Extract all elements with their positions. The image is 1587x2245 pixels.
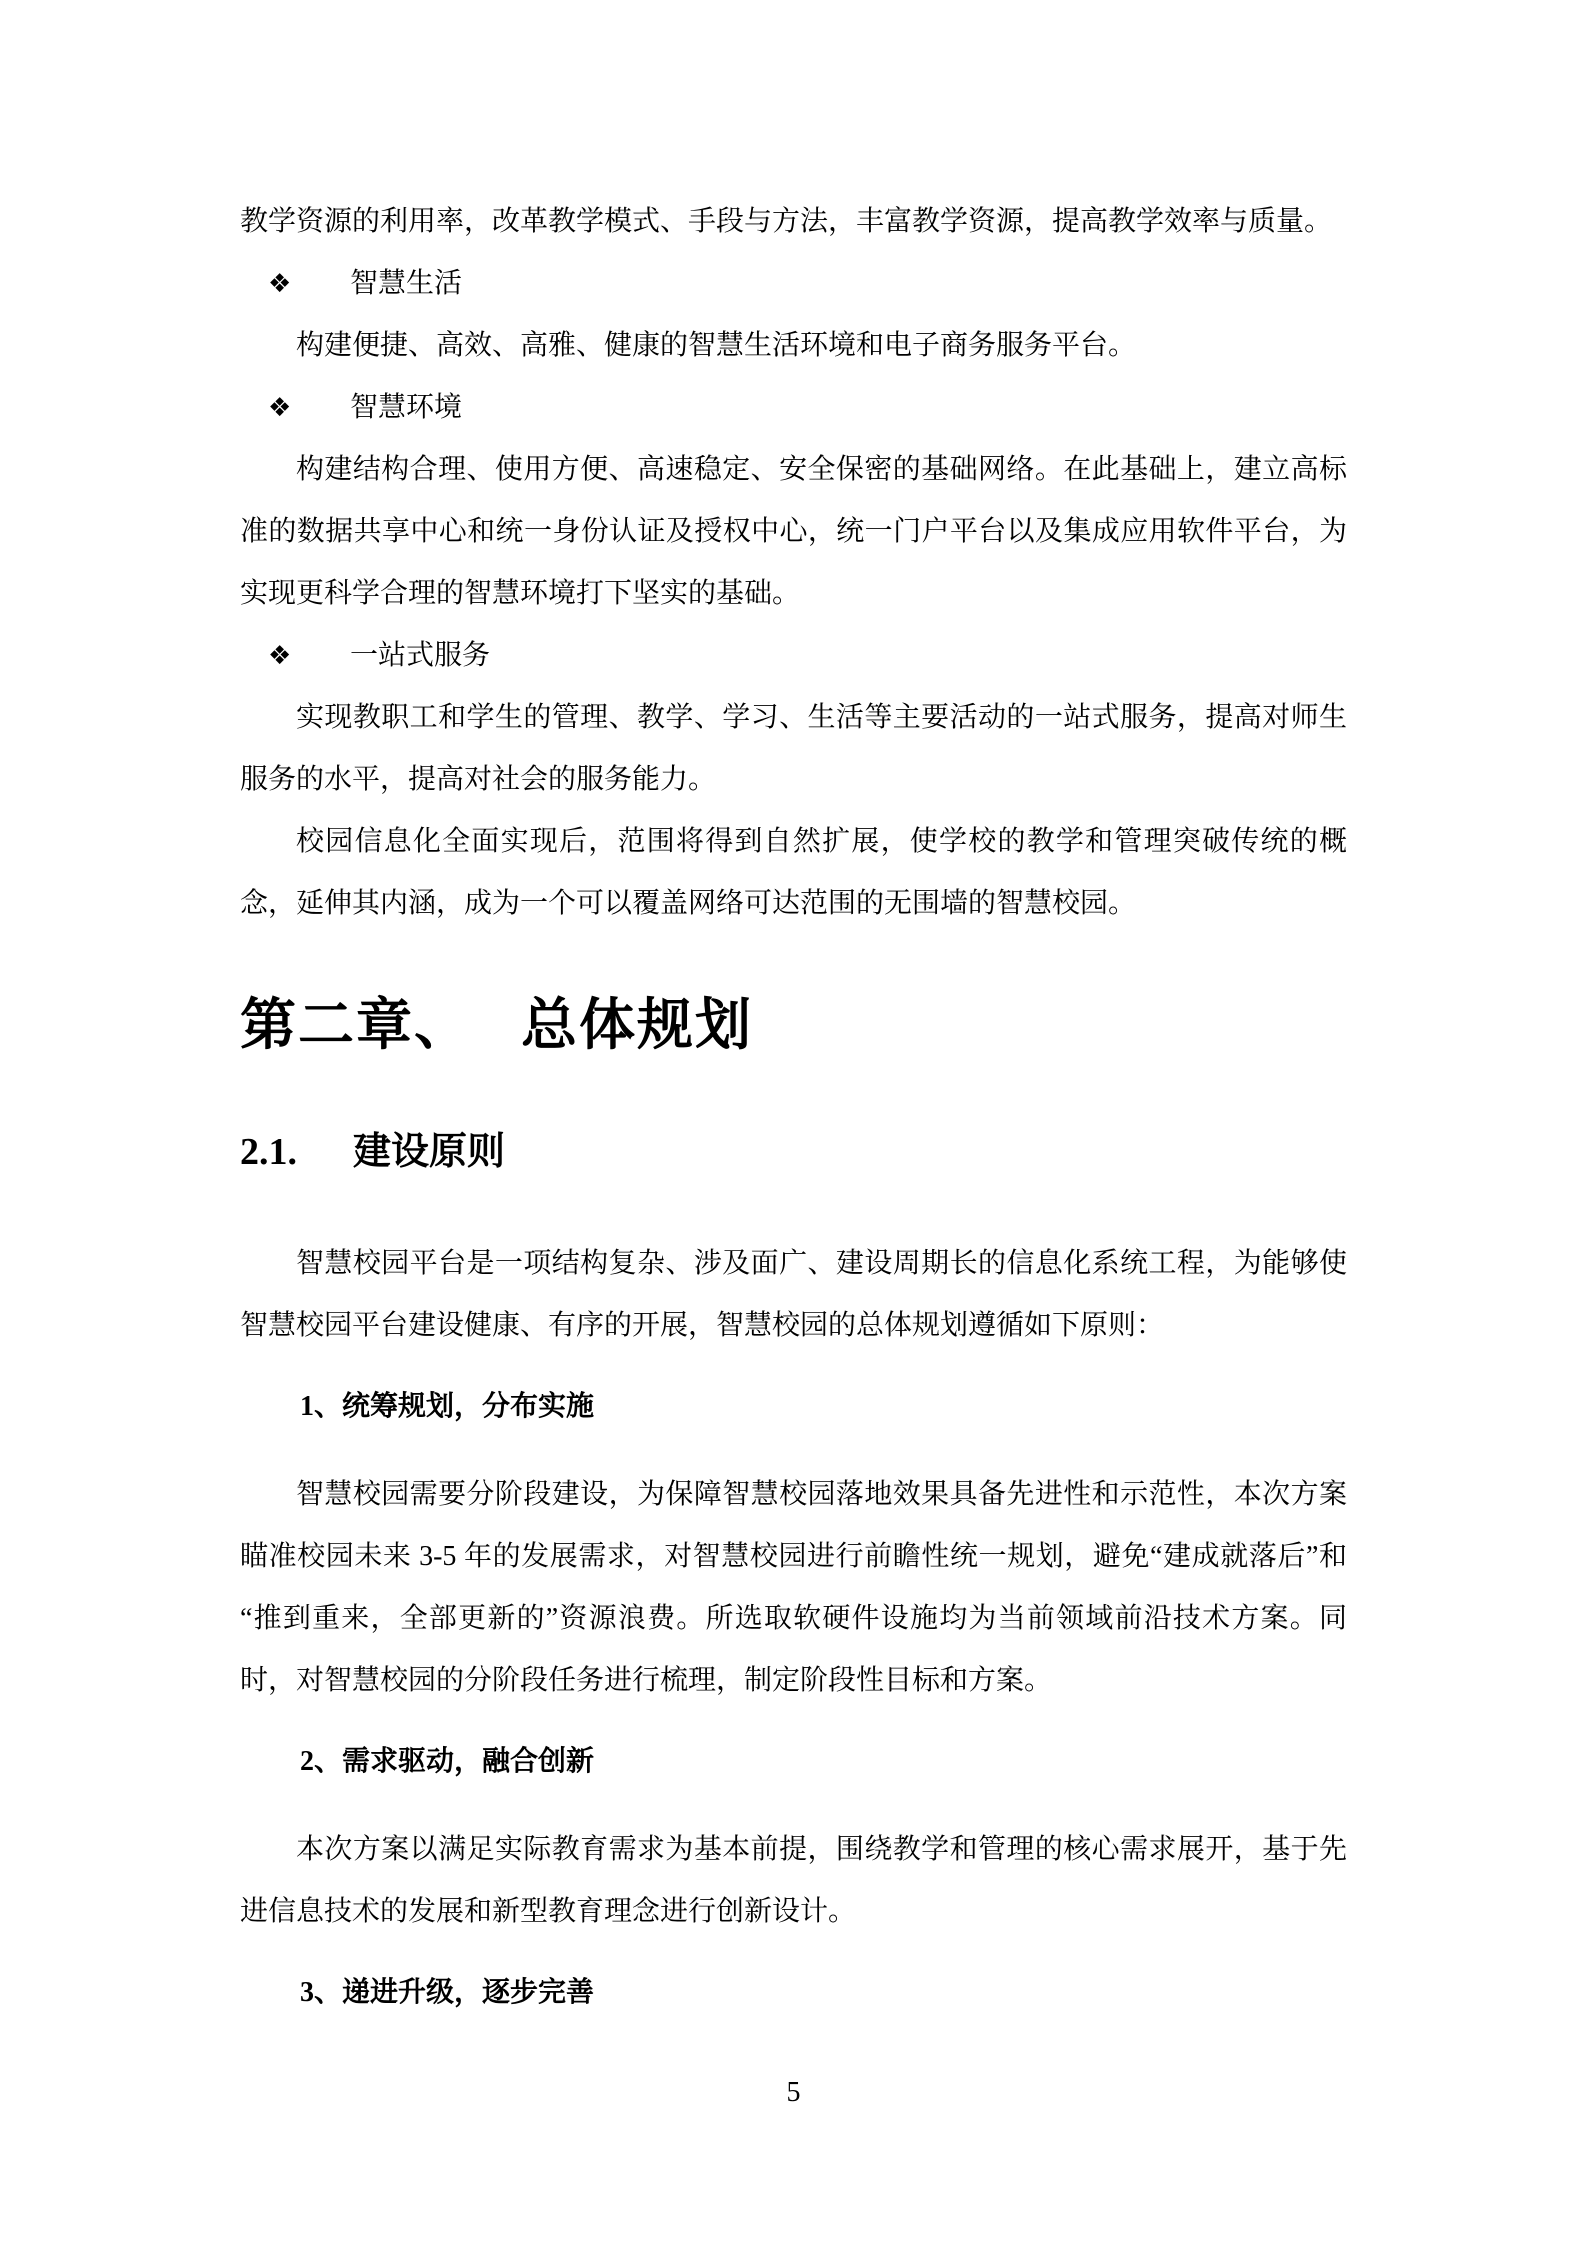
body-paragraph: 校园信息化全面实现后，范围将得到自然扩展，使学校的教学和管理突破传统的概念，延伸其内涵，成为一个可以覆盖网络可达范围的无围墙的智慧校园。 xyxy=(240,826,1347,919)
bullet-list-item xyxy=(240,625,1347,687)
body-paragraph: 本次方案以满足实际教育需求为基本前提，围绕教学和管理的核心需求展开，基于先进信息技术的发展和新型教育理念进行创新设计。 xyxy=(240,1834,1347,1927)
principle-heading: 2、需求驱动，融合创新 xyxy=(300,1746,595,1777)
body-paragraph: 教学资源的利用率，改革教学模式、手段与方法，丰富教学资源，提高教学效率与质量。 xyxy=(240,206,1333,237)
section-number: 2.1. xyxy=(240,1131,297,1173)
chapter-number: 第二章、 xyxy=(240,995,472,1057)
section-title: 建设原则 xyxy=(353,1131,506,1173)
chapter-heading xyxy=(240,986,1347,1066)
bullet-list-item xyxy=(240,377,1347,439)
bullet-list-item-label: 智慧环境 xyxy=(350,392,463,423)
bullet-list-item-label: 一站式服务 xyxy=(350,640,491,671)
body-paragraph: 构建便捷、高效、高雅、健康的智慧生活环境和电子商务服务平台。 xyxy=(296,330,1137,361)
body-paragraph: 智慧校园平台是一项结构复杂、涉及面广、建设周期长的信息化系统工程，为能够使智慧校园平台建设健康、有序的开展，智慧校园的总体规划遵循如下原则： xyxy=(240,1248,1347,1341)
body-paragraph: 构建结构合理、使用方便、高速稳定、安全保密的基础网络。在此基础上，建立高标准的数据共享中心和统一身份认证及授权中心，统一门户平台以及集成应用软件平台，为实现更科学合理的智慧环境打下坚实的基础。 xyxy=(240,454,1347,609)
diamond-bullet-icon: ❖ xyxy=(268,269,292,299)
diamond-bullet-icon: ❖ xyxy=(268,393,292,423)
chapter-title: 总体规划 xyxy=(521,995,753,1057)
diamond-bullet-icon: ❖ xyxy=(268,641,292,671)
principle-heading: 1、统筹规划，分布实施 xyxy=(300,1391,595,1422)
document-content xyxy=(240,191,1347,2024)
page-number: 5 xyxy=(786,2077,801,2108)
bullet-list-item xyxy=(240,253,1347,315)
body-paragraph: 智慧校园需要分阶段建设，为保障智慧校园落地效果具备先进性和示范性，本次方案瞄准校园未来 3-5 年的发展需求，对智慧校园进行前瞻性统一规划，避免“建成就落后”和“推到重来，全部更新的”资源浪费。所选取软硬件设施均为当前领域前沿技术方案。同时，对智慧校园的分阶段任务进行梳理，制定阶段性目标和方案。 xyxy=(240,1479,1347,1696)
body-paragraph: 实现教职工和学生的管理、教学、学习、生活等主要活动的一站式服务，提高对师生服务的水平，提高对社会的服务能力。 xyxy=(240,702,1347,795)
bullet-list-item-label: 智慧生活 xyxy=(350,268,463,299)
section-heading xyxy=(240,1124,1347,1180)
principle-heading: 3、递进升级，逐步完善 xyxy=(300,1977,595,2008)
